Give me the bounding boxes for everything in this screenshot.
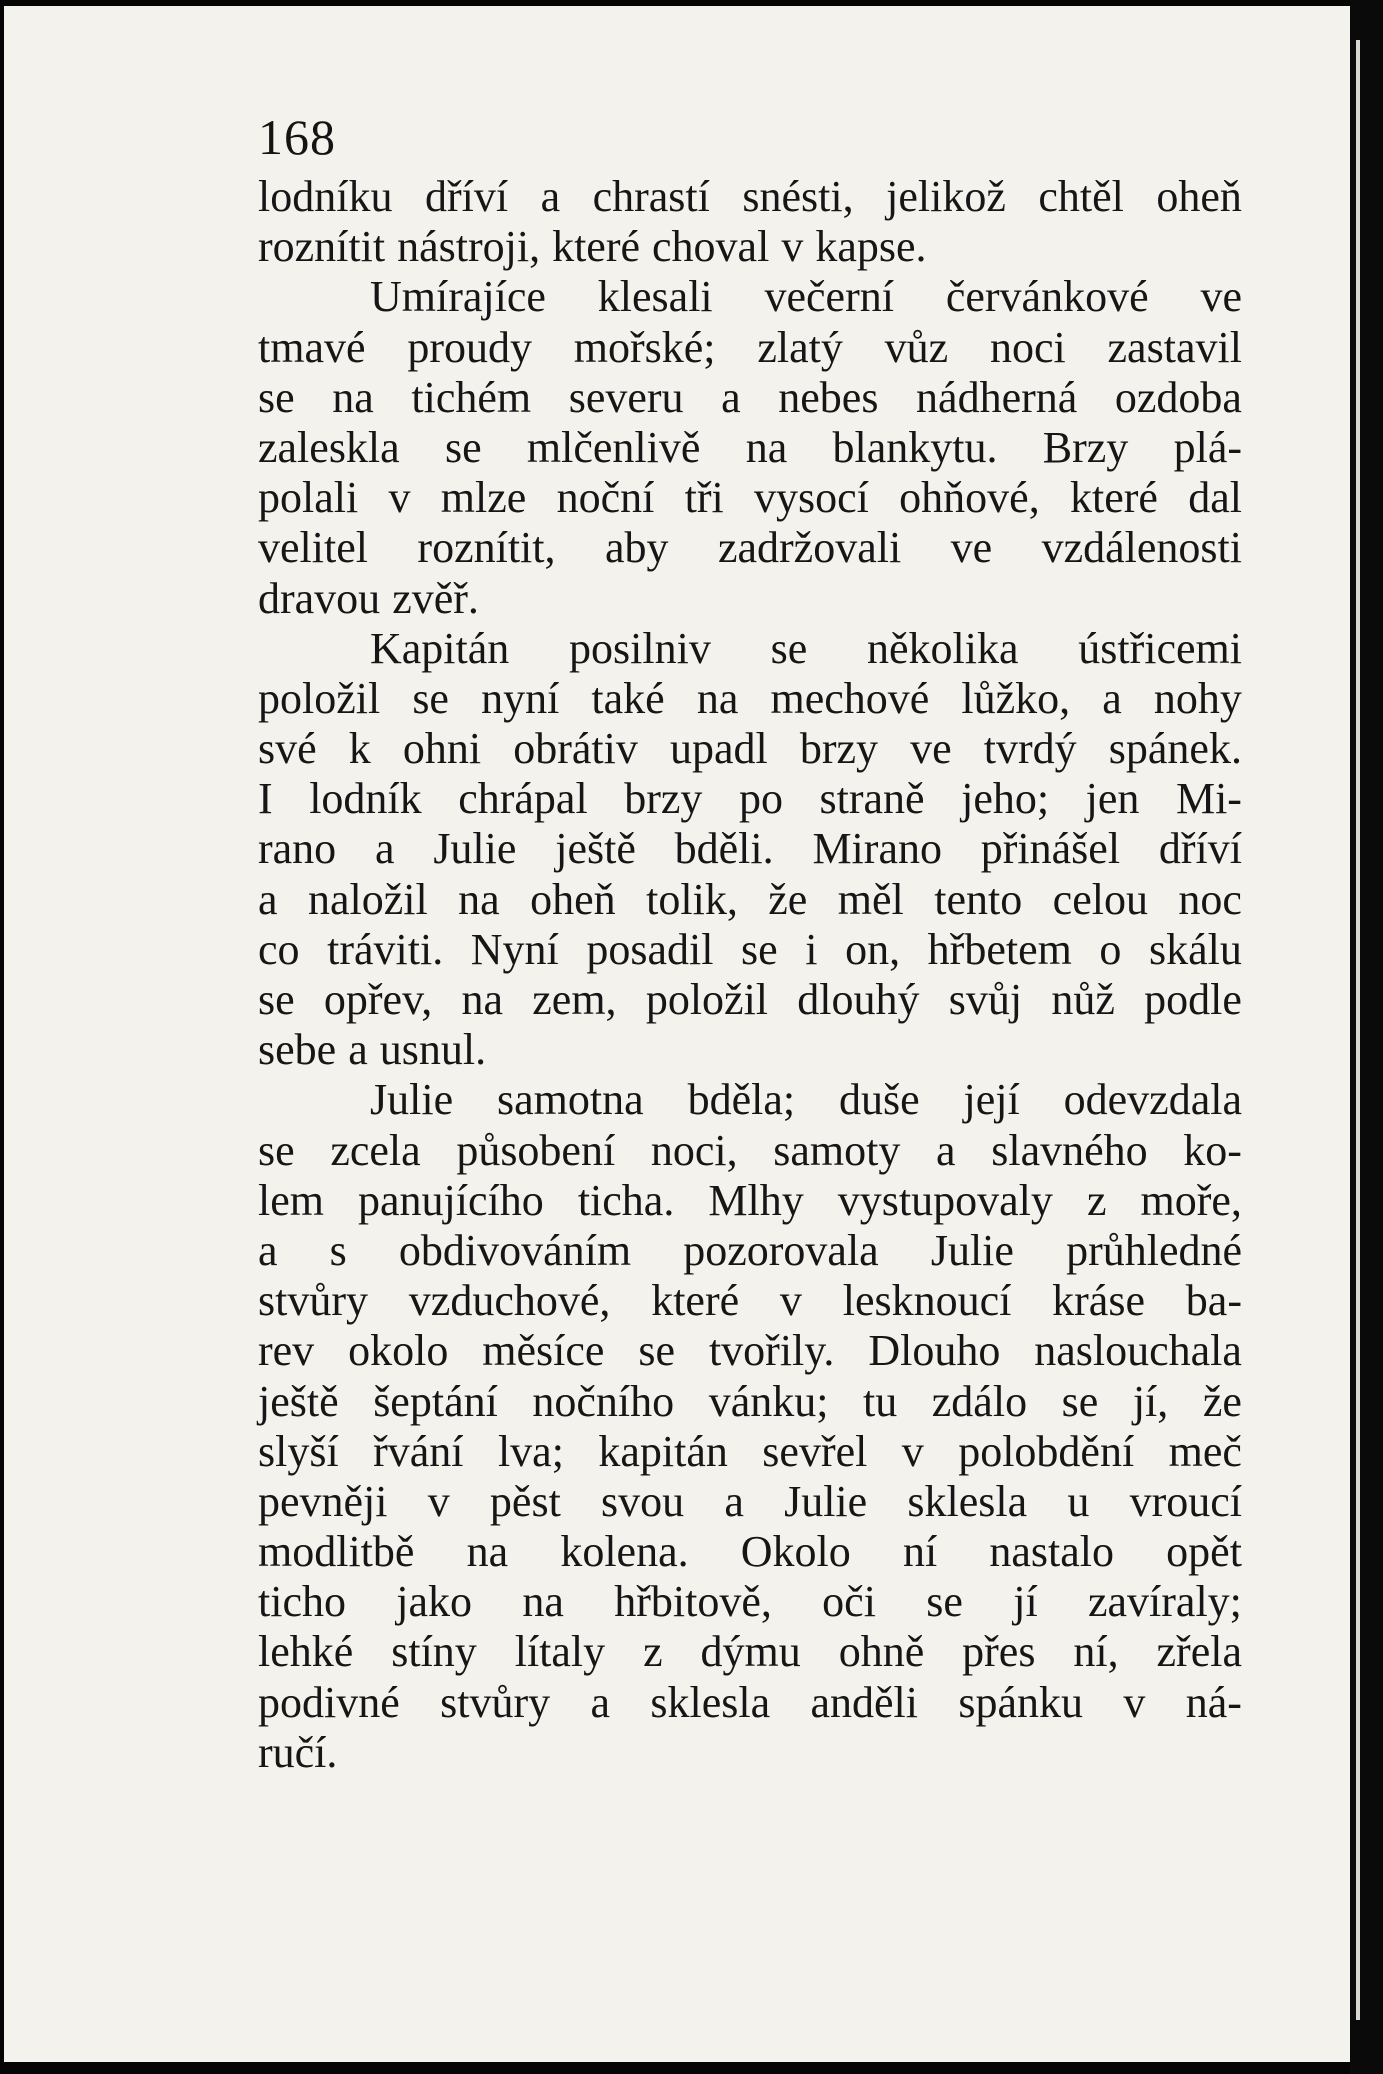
- text-line: a s obdivováním pozorovala Julie průhledné: [258, 1225, 1242, 1275]
- scan-border: [1350, 0, 1383, 2074]
- body-text: [258, 172, 1242, 1778]
- text-line: Kapitán posilniv se několika ústřicemi: [370, 623, 1242, 673]
- text-line: se opřev, na zem, položil dlouhý svůj nůž podle: [258, 975, 1242, 1024]
- text-line: slyší řvání lva; kapitán sevřel v polobdění meč: [258, 1426, 1242, 1476]
- text-line: stvůry vzduchové, které v lesknoucí kráse ba-: [258, 1276, 1242, 1326]
- text-line: sebe a usnul.: [258, 1025, 487, 1075]
- text-line: se na tichém severu a nebes nádherná ozdoba: [258, 372, 1242, 422]
- page-number: 168: [258, 109, 336, 165]
- text-line: dravou zvěř.: [258, 573, 479, 623]
- text-line: roznítit nástroji, které choval v kapse.: [258, 222, 927, 272]
- text-line: polali v mlze noční tři vysocí ohňové, které dal: [258, 473, 1242, 523]
- text-line: ručí.: [258, 1727, 338, 1777]
- text-line: velitel roznítit, aby zadržovali ve vzdálenosti: [258, 523, 1242, 573]
- text-line: modlitbě na kolena. Okolo ní nastalo opět: [258, 1527, 1242, 1577]
- text-line: Julie samotna bděla; duše její odevzdala: [370, 1075, 1242, 1125]
- text-line: tmavé proudy mořské; zlatý vůz noci zastavil: [258, 322, 1242, 372]
- text-line: rano a Julie ještě bděli. Mirano přinášel dříví: [258, 824, 1242, 874]
- text-line: podivné stvůry a sklesla anděli spánku v ná-: [258, 1677, 1242, 1727]
- text-line: lodníku dříví a chrastí snésti, jelikož chtěl oheň: [258, 172, 1242, 221]
- text-line: Umírajíce klesali večerní červánkové ve: [370, 272, 1242, 322]
- text-line: pevněji v pěst svou a Julie sklesla u vroucí: [258, 1476, 1242, 1526]
- adjacent-page-edge: [1356, 40, 1360, 2020]
- text-line: lehké stíny lítaly z dýmu ohně přes ní, zřela: [258, 1627, 1242, 1677]
- text-line: své k ohni obrátiv upadl brzy ve tvrdý spánek.: [258, 724, 1242, 774]
- text-line: co tráviti. Nyní posadil se i on, hřbetem o skálu: [258, 924, 1242, 974]
- text-line: a naložil na oheň tolik, že měl tento celou noc: [258, 874, 1242, 924]
- text-line: se zcela působení noci, samoty a slavného ko-: [258, 1125, 1242, 1175]
- text-line: položil se nyní také na mechové lůžko, a nohy: [258, 673, 1242, 723]
- text-line: I lodník chrápal brzy po straně jeho; jen Mi-: [258, 774, 1242, 824]
- text-line: rev okolo měsíce se tvořily. Dlouho naslouchala: [258, 1326, 1242, 1376]
- text-line: lem panujícího ticha. Mlhy vystupovaly z moře,: [258, 1175, 1242, 1225]
- text-line: ještě šeptání nočního vánku; tu zdálo se jí, že: [258, 1376, 1242, 1426]
- text-line: ticho jako na hřbitově, oči se jí zavíraly;: [258, 1577, 1242, 1627]
- text-line: zaleskla se mlčenlivě na blankytu. Brzy plá-: [258, 422, 1242, 472]
